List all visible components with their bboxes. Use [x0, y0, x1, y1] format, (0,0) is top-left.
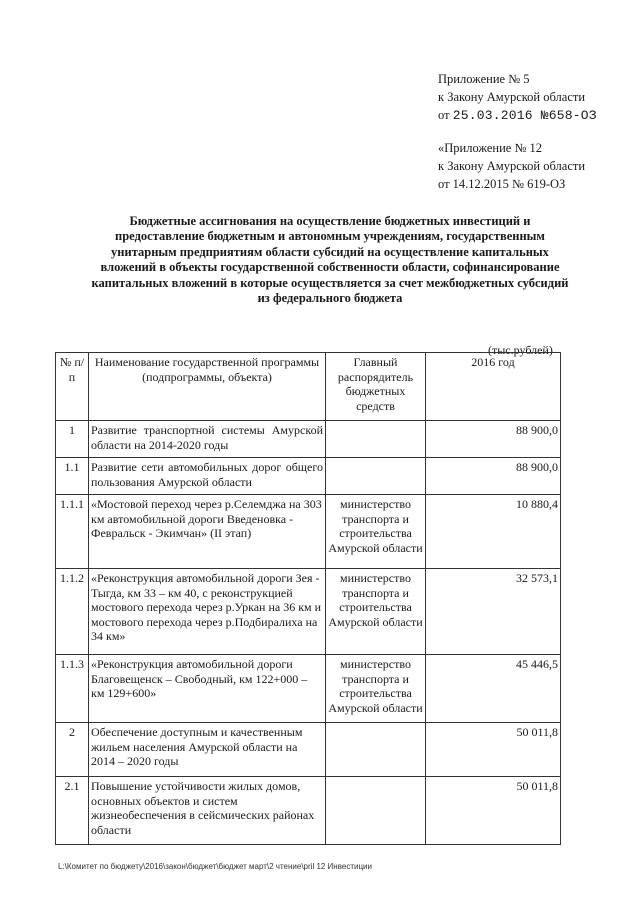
row-dept	[326, 777, 426, 845]
row-num: 1.1.3	[56, 655, 89, 723]
appendix-number: Приложение № 5	[438, 72, 530, 86]
row-name: Развитие сети автомобильных дорог общего пользования Амурской области	[89, 458, 326, 495]
row-value: 88 900,0	[426, 458, 561, 495]
row-dept	[326, 458, 426, 495]
row-name: Развитие транспортной системы Амурской области на 2014-2020 годы	[89, 421, 326, 458]
previous-appendix-number: «Приложение № 12	[438, 141, 543, 155]
row-dept: министерство транспорта и строительства Амурской области	[326, 655, 426, 723]
previous-law-date: от 14.12.2015 № 619-ОЗ	[438, 177, 566, 191]
title-line: капитальных вложений в которые осуществляется за счет межбюджетных субсидий	[91, 275, 569, 290]
file-path-footer: L:\Комитет по бюджету\2016\закон\бюджет\бюджет март\2 чтение\pril 12 Инвестиции	[58, 862, 372, 871]
row-num: 1.1	[56, 458, 89, 495]
row-value: 88 900,0	[426, 421, 561, 458]
row-num: 1.1.1	[56, 495, 89, 569]
table-header-row	[56, 353, 561, 421]
header-dept: Главный распорядитель бюджетных средств	[326, 353, 426, 421]
row-value: 50 011,8	[426, 777, 561, 845]
units-label: (тыс.рублей)	[488, 343, 553, 357]
budget-table	[55, 352, 561, 845]
row-value: 32 573,1	[426, 569, 561, 655]
row-dept	[326, 723, 426, 777]
row-num: 1.1.2	[56, 569, 89, 655]
title-line: из федерального бюджета	[257, 291, 403, 306]
document-title	[60, 214, 600, 306]
law-date-line	[438, 106, 597, 125]
table-row	[56, 655, 561, 723]
title-line: Бюджетные ассигнования на осуществление бюджетных инвестиций и	[129, 214, 531, 228]
row-name: «Реконструкция автомобильной дороги Зея - Тыгда, км 33 – км 40, с реконструкцией мостового перехода через р.Уркан на 36 км и мостового перехода через р.Подбиралиха на 34 км»	[89, 569, 326, 655]
appendix-header	[438, 70, 597, 125]
law-date-prefix: от	[438, 108, 453, 122]
title-line: предоставление бюджетным и автономным учреждениям, государственным	[115, 229, 545, 244]
row-value: 50 011,8	[426, 723, 561, 777]
law-reference: к Закону Амурской области	[438, 90, 586, 104]
table-row	[56, 458, 561, 495]
table-row	[56, 569, 561, 655]
row-name: «Реконструкция автомобильной дороги Благовещенск – Свободный, км 122+000 – км 129+600»	[89, 655, 326, 723]
header-num: № п/п	[56, 353, 89, 421]
row-num: 2.1	[56, 777, 89, 845]
title-line: унитарным предприятиям области субсидий на осуществление капитальных	[111, 244, 549, 259]
previous-appendix-header	[438, 139, 585, 193]
row-name: «Мостовой переход через р.Селемджа на 303 км автомобильной дороги Введеновка - Февральск - Экимчан» (II этап)	[89, 495, 326, 569]
table-row	[56, 777, 561, 845]
row-value: 10 880,4	[426, 495, 561, 569]
row-name: Повышение устойчивости жилых домов, основных объектов и систем жизнеобеспечения в сейсмических районах области	[89, 777, 326, 845]
table-row	[56, 495, 561, 569]
row-dept	[326, 421, 426, 458]
row-dept: министерство транспорта и строительства Амурской области	[326, 495, 426, 569]
table-row	[56, 421, 561, 458]
title-line: вложений в объекты государственной собственности области, софинансирование	[100, 260, 560, 275]
row-value: 45 446,5	[426, 655, 561, 723]
header-name: Наименование государственной программы (подпрограммы, объекта)	[89, 353, 326, 421]
row-num: 2	[56, 723, 89, 777]
previous-law-reference: к Закону Амурской области	[438, 159, 586, 173]
law-date-stamp: 25.03.2016 №658-ОЗ	[452, 108, 597, 123]
table-row	[56, 723, 561, 777]
header-year: 2016 год	[426, 353, 561, 421]
row-num: 1	[56, 421, 89, 458]
row-name: Обеспечение доступным и качественным жильем населения Амурской области на 2014 – 2020 годы	[89, 723, 326, 777]
row-dept: министерство транспорта и строительства Амурской области	[326, 569, 426, 655]
